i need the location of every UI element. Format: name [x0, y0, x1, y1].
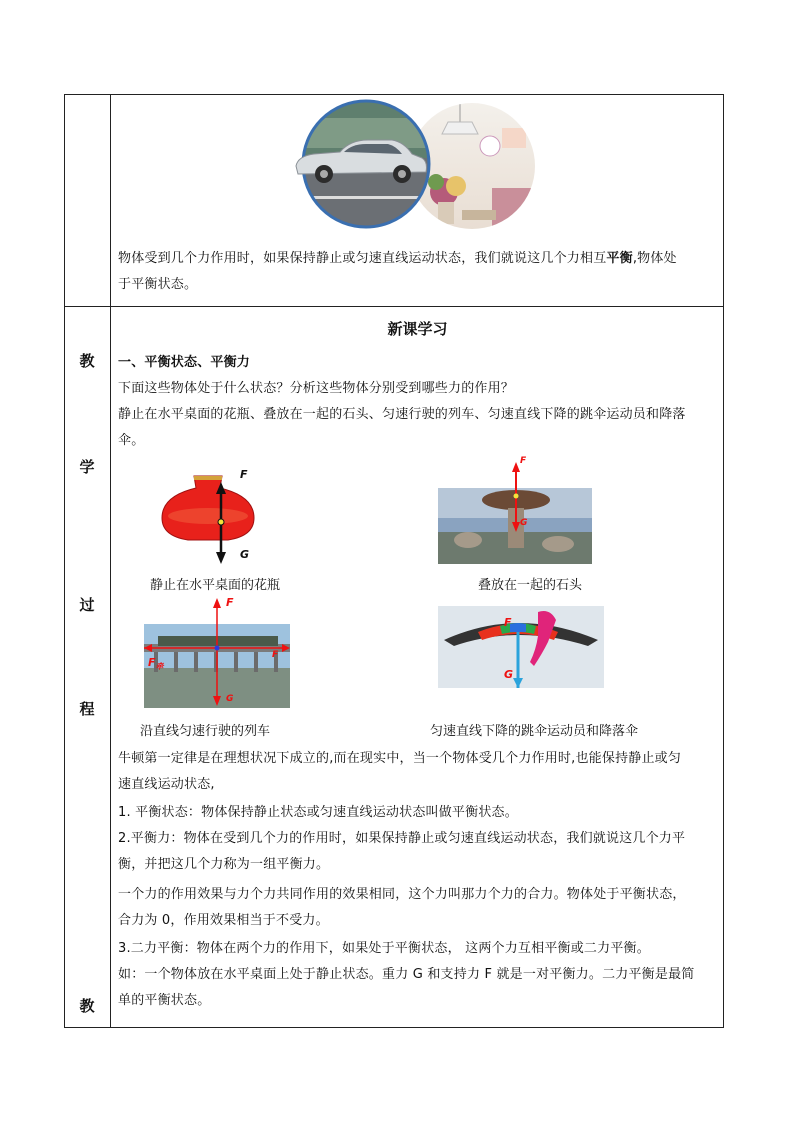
examples-text-2: 伞。 [118, 433, 145, 448]
definition-2-line-1: 2.平衡力：物体在受到几个力的作用时，如果保持静止或匀速直线运动状态，我们就说这几个力平 [118, 831, 686, 846]
train-traction-label [148, 656, 164, 672]
lesson-title: 新课学习 [387, 320, 448, 338]
resultant-line-1: 一个力的作用效果与力个力共同作用的效果相同，这个力叫那力个力的合力。物体处于平衡状态， [118, 887, 686, 902]
vase-caption: 静止在水平桌面的花瓶 [150, 578, 281, 593]
definition-1: 1. 平衡状态：物体保持静止状态或匀速直线运动状态叫做平衡状态。 [118, 805, 518, 820]
column-divider [110, 94, 111, 1028]
example-line-1: 如：一个物体放在水平桌面上处于静止状态。重力 G 和支持力 F 就是一对平衡力。二力平衡是最简 [118, 967, 695, 982]
side-char-cheng: 程 [79, 700, 95, 718]
stones-figure [438, 460, 592, 564]
row-divider [64, 306, 724, 307]
side-char-jiao-2: 教 [79, 997, 95, 1015]
train-caption: 沿直线匀速行驶的列车 [140, 724, 271, 739]
section-heading: 一、平衡状态、平衡力 [118, 355, 251, 370]
vase-F-label: F [240, 468, 248, 481]
side-char-guo: 过 [79, 596, 95, 614]
stones-G-label: G [520, 518, 528, 528]
definition-2-line-2: 衡，并把这几个力称为一组平衡力。 [118, 857, 330, 872]
lesson-table [64, 94, 724, 1028]
newton-text-1: 牛顿第一定律是在理想状况下成立的,而在现实中，当一个物体受几个力作用时,也能保持静止或匀 [118, 751, 682, 766]
newton-text-2: 速直线运动状态, [118, 777, 215, 792]
car-room-photos [292, 98, 544, 234]
train-figure [144, 598, 290, 708]
top-paragraph-text-3: 于平衡状态。 [118, 277, 198, 292]
definition-3: 3.二力平衡：物体在两个力的作用下，如果处于平衡状态， 这两个力互相平衡或二力平衡。 [118, 941, 650, 956]
top-paragraph-text-2: ,物体处 [632, 251, 677, 266]
parachute-caption: 匀速直线下降的跳伞运动员和降落伞 [430, 724, 639, 739]
stones-caption: 叠放在一起的石头 [478, 578, 583, 593]
parachute-G-label: G [504, 668, 514, 681]
side-char-xue: 学 [79, 458, 95, 476]
train-G-label: G [226, 694, 234, 704]
traction-F: F [148, 656, 156, 669]
examples-text-1: 静止在水平桌面的花瓶、叠放在一起的石头、匀速行驶的列车、匀速直线下降的跳伞运动员和降落 [118, 407, 686, 422]
keyword-balance: 平衡 [606, 251, 633, 266]
side-char-jiao: 教 [79, 352, 95, 370]
question-text: 下面这些物体处于什么状态？分析这些物体分别受到哪些力的作用？ [118, 381, 515, 396]
vase-G-label: G [240, 548, 250, 561]
stones-F-label: F [520, 456, 527, 466]
train-resist-label: F [272, 650, 279, 660]
train-F-label: F [226, 596, 234, 609]
traction-sub: 牵 [155, 662, 164, 672]
top-paragraph [118, 246, 718, 298]
top-paragraph-text: 物体受到几个力作用时，如果保持静止或匀速直线运动状态，我们就说这几个力相互 [118, 251, 607, 266]
parachute-figure [438, 606, 604, 688]
parachute-F-label: F [504, 616, 512, 629]
resultant-line-2: 合力为 0，作用效果相当于不受力。 [118, 913, 329, 928]
example-line-2: 单的平衡状态。 [118, 993, 211, 1008]
